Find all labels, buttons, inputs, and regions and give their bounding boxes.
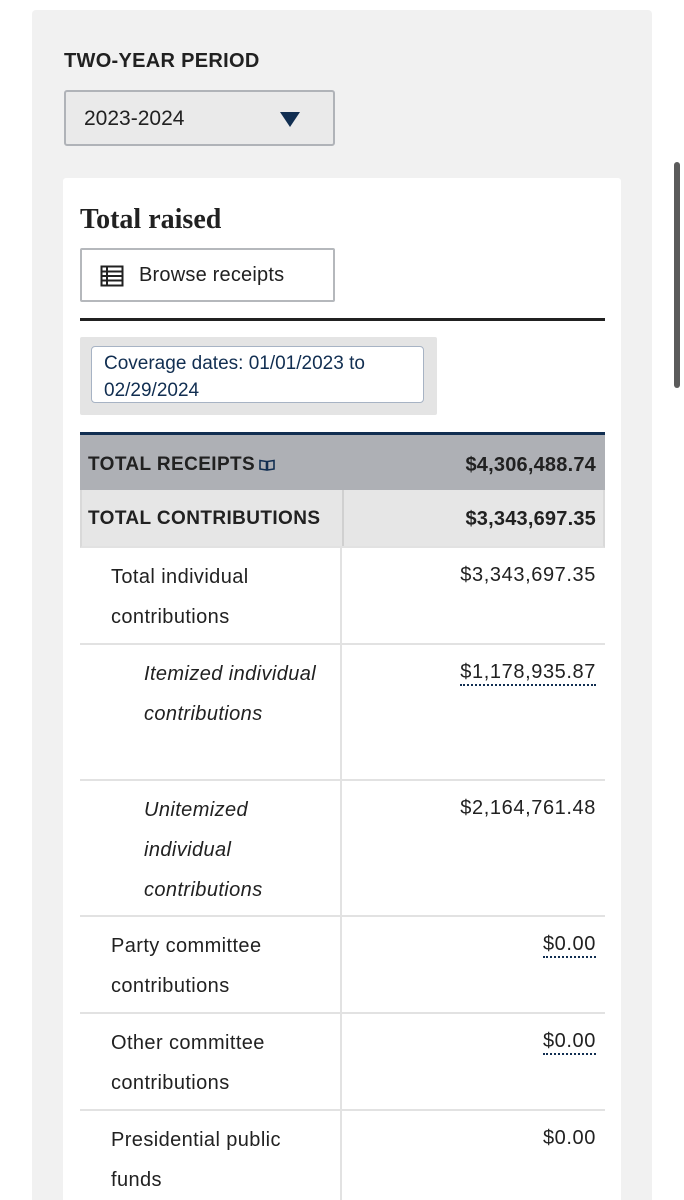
table-row <box>80 645 605 781</box>
table-row <box>80 1014 605 1111</box>
row-label: Itemized individual contributions <box>144 663 317 725</box>
row-amount: $3,343,697.35 <box>460 564 596 586</box>
row-amount: $2,164,761.48 <box>460 797 596 819</box>
two-year-period-select[interactable] <box>64 90 335 146</box>
caret-down-icon <box>280 112 300 127</box>
total-receipts-label: TOTAL RECEIPTS <box>88 454 256 475</box>
two-year-period-label: TWO-YEAR PERIOD <box>64 50 260 72</box>
two-year-period-value: 2023-2024 <box>84 107 185 130</box>
row-amount: $0.00 <box>542 1127 596 1149</box>
total-receipts-amount: $4,306,488.74 <box>465 454 596 476</box>
glossary-book-icon[interactable] <box>259 459 275 471</box>
row-label: Presidential public funds <box>111 1129 281 1191</box>
total-contributions-row <box>80 490 605 548</box>
browse-receipts-button[interactable] <box>80 248 335 302</box>
party-committee-amount-link[interactable] <box>543 932 596 958</box>
row-amount: $1,178,935.87 <box>460 660 596 686</box>
row-label: Other committee contributions <box>111 1032 265 1094</box>
scrollbar[interactable] <box>674 162 680 388</box>
coverage-dates-tag: Coverage dates: 01/01/2023 to 02/29/2024 <box>91 346 424 403</box>
receipts-table <box>80 432 605 1200</box>
total-contributions-label: TOTAL CONTRIBUTIONS <box>88 508 321 529</box>
table-row <box>80 1111 605 1200</box>
itemized-amount-link[interactable] <box>460 660 596 686</box>
row-label: Party committee contributions <box>111 935 262 997</box>
row-label: Unitemized individual contributions <box>144 799 263 901</box>
browse-receipts-label: Browse receipts <box>139 264 285 286</box>
table-icon <box>100 265 124 287</box>
coverage-dates-container <box>80 337 437 415</box>
row-amount: $0.00 <box>543 1029 596 1055</box>
table-row <box>80 917 605 1014</box>
row-amount: $0.00 <box>543 932 596 958</box>
row-label: Total individual contributions <box>111 566 249 628</box>
table-row <box>80 781 605 917</box>
total-contributions-amount: $3,343,697.35 <box>465 508 596 530</box>
total-receipts-row <box>80 432 605 490</box>
card-title: Total raised <box>80 204 222 235</box>
table-row <box>80 548 605 645</box>
total-receipts-label-wrap <box>88 445 275 485</box>
other-committee-amount-link[interactable] <box>543 1029 596 1055</box>
section-divider <box>80 318 605 321</box>
